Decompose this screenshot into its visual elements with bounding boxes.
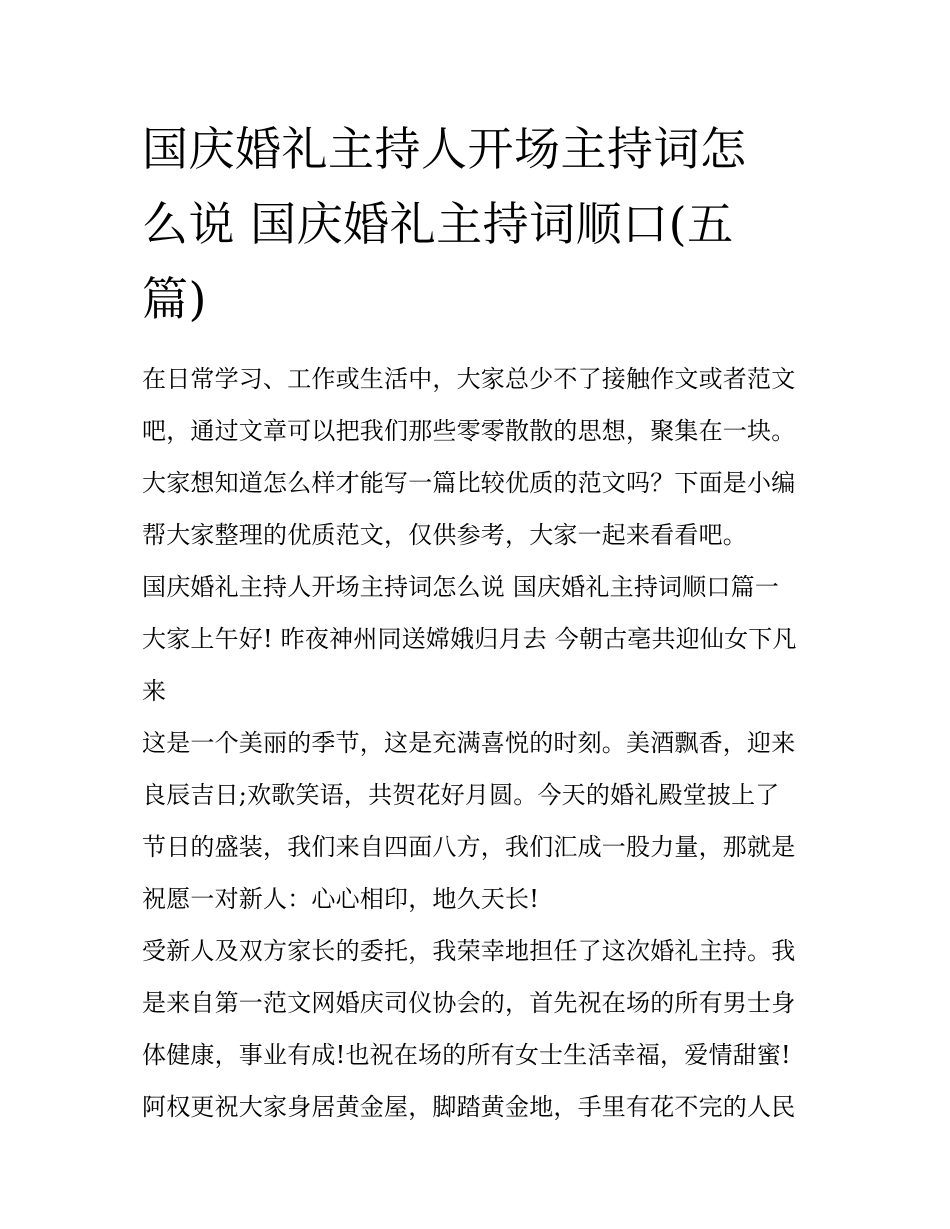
body-line: 来 [142, 677, 167, 705]
body-line: 国庆婚礼主持人开场主持词怎么说 国庆婚礼主持词顺口篇一 [142, 573, 780, 601]
body-line: 是来自第一范文网婚庆司仪协会的，首先祝在场的所有男士身 [142, 989, 796, 1017]
body-line: 受新人及双方家长的委托，我荣幸地担任了这次婚礼主持。我 [142, 937, 796, 965]
document-title [142, 112, 814, 337]
body-line: 节日的盛装，我们来自四面八方，我们汇成一股力量，那就是 [142, 833, 796, 861]
body-line: 良辰吉日;欢歌笑语，共贺花好月圆。今天的婚礼殿堂披上了 [142, 781, 780, 809]
body-line: 祝愿一对新人：心心相印，地久天长! [142, 885, 540, 913]
body-line: 这是一个美丽的季节，这是充满喜悦的时刻。美酒飘香，迎来 [142, 729, 796, 757]
body-line: 帮大家整理的优质范文，仅供参考，大家一起来看看吧。 [142, 521, 747, 549]
body-line: 在日常学习、工作或生活中，大家总少不了接触作文或者范文 [142, 365, 796, 393]
body-line: 阿权更祝大家身居黄金屋，脚踏黄金地，手里有花不完的人民 [142, 1093, 796, 1121]
body-line: 大家上午好! 昨夜神州同送嫦娥归月去 今朝古亳共迎仙女下凡 [142, 625, 797, 653]
document-body [142, 353, 814, 1133]
body-line: 体健康，事业有成!也祝在场的所有女士生活幸福，爱情甜蜜! [142, 1041, 791, 1069]
document-page [142, 112, 814, 1133]
title-line: 篇) [142, 272, 207, 326]
title-line: 国庆婚礼主持人开场主持词怎 [142, 122, 747, 176]
title-line: 么说 国庆婚礼主持词顺口(五 [142, 197, 734, 251]
body-line: 大家想知道怎么样才能写一篇比较优质的范文吗？下面是小编 [142, 469, 796, 497]
body-line: 吧，通过文章可以把我们那些零零散散的思想，聚集在一块。 [142, 417, 796, 445]
